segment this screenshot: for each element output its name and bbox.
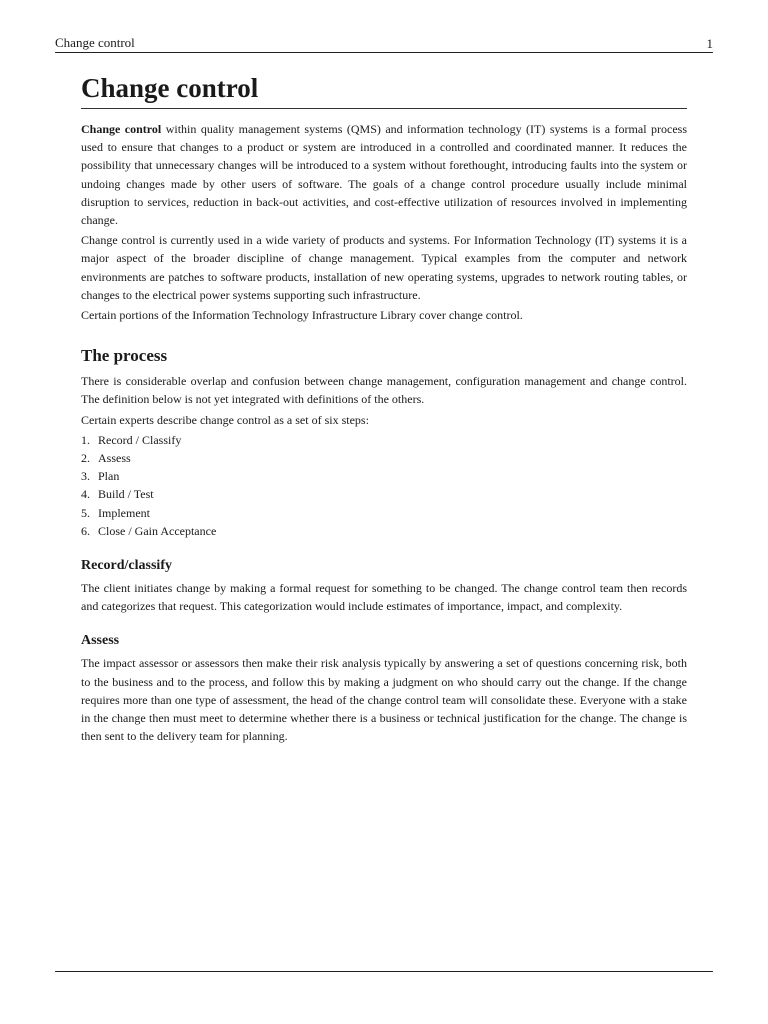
section-heading-assess: Assess	[81, 633, 120, 649]
paragraph-overlap: There is considerable overlap and confusion between change management, configuration management and change control. The definition below is not yet integrated with definitions of the others.	[81, 374, 687, 407]
list-item	[81, 485, 687, 503]
list-number: 4.	[81, 487, 90, 502]
list-label: Implement	[98, 505, 150, 520]
header-title: Change control	[55, 35, 135, 50]
section-heading-record: Record/classify	[81, 558, 172, 574]
list-label: Build / Test	[98, 487, 154, 502]
list-label: Close / Gain Acceptance	[98, 523, 217, 538]
list-item	[81, 522, 687, 540]
page-title: Change control	[81, 72, 687, 109]
paragraph-itil: Certain portions of the Information Technology Infrastructure Library cover change control.	[81, 308, 523, 323]
list-number: 2.	[81, 451, 90, 466]
intro-paragraph	[81, 120, 687, 229]
list-item	[81, 467, 687, 485]
page-number: 1	[706, 36, 713, 51]
running-header	[55, 35, 713, 53]
list-item	[81, 449, 687, 467]
paragraph-six-steps: Certain experts describe change control as a set of six steps:	[81, 412, 369, 427]
intro-text: within quality management systems (QMS) and information technology (IT) systems is a formal process used to ensure that changes to a product or system are introduced in a controlled and coordinated manner. It reduces the possibility that unnecessary changes will be introduced to a system without forethought, introducing faults into the system or undoing changes made by other users of software. The goals of a change control procedure usually include minimal disruption to services, reduction in back-out activities, and cost-effective utilization of resources involved in implementing change.	[81, 122, 687, 228]
list-item	[81, 504, 687, 522]
list-number: 1.	[81, 432, 90, 447]
list-label: Record / Classify	[98, 432, 182, 447]
footer-rule	[55, 971, 713, 972]
list-number: 3.	[81, 469, 90, 484]
paragraph-usage: Change control is currently used in a wide variety of products and systems. For Information Technology (IT) systems it is a major aspect of the broader discipline of change management. Typical examples from the computer and network environments are patches to software products, installation of new operating systems, upgrades to network routing tables, or changes to the electrical power systems supporting such infrastructure.	[81, 233, 687, 302]
list-label: Plan	[98, 469, 120, 484]
section-heading-process: The process	[81, 346, 168, 366]
list-label: Assess	[98, 451, 131, 466]
list-number: 5.	[81, 505, 90, 520]
paragraph-assess: The impact assessor or assessors then make their risk analysis typically by answering a set of questions concerning risk, both to the business and to the process, and follow this by making a judgment on who should carry out the change. If the change requires more than one type of assessment, the head of the change control team will consolidate these. Everyone with a stake in the change then must meet to determine whether there is a business or technical justification for the change. The change is then sent to the delivery team for planning.	[81, 656, 687, 744]
article-body	[81, 72, 687, 745]
steps-list	[81, 431, 687, 540]
list-item	[81, 431, 687, 449]
list-number: 6.	[81, 523, 90, 538]
intro-term: Change control	[81, 122, 162, 136]
paragraph-record: The client initiates change by making a formal request for something to be changed. The change control team then records and categorizes that request. This categorization would include estimates of importance, impact, and complexity.	[81, 581, 687, 614]
